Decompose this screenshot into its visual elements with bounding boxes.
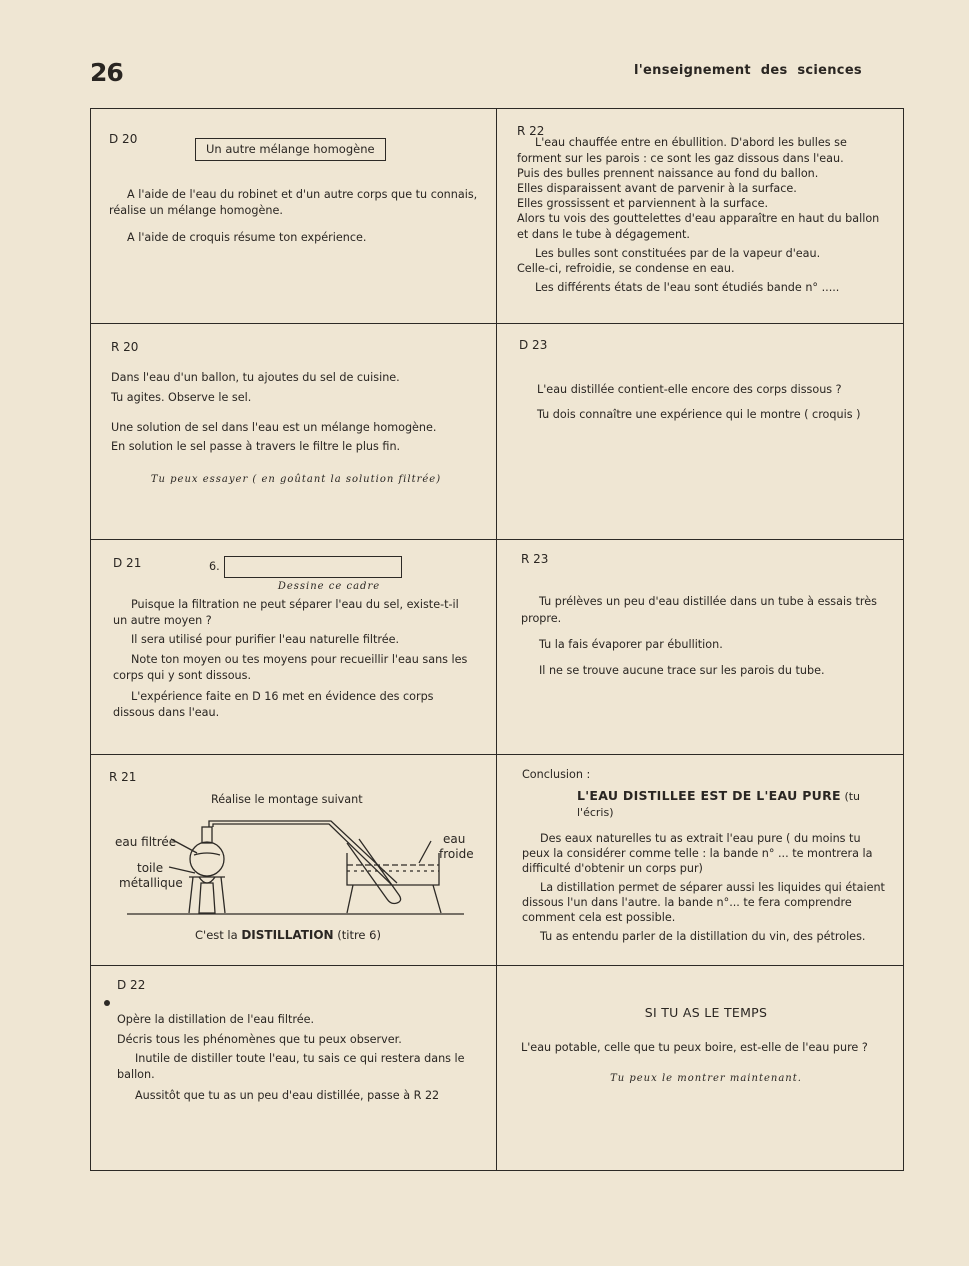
card-text: Inutile de distiller toute l'eau, tu sais ce qui restera dans le ballon. <box>117 1051 465 1082</box>
card-text: Elles disparaissent avant de parvenir à la surface. <box>517 182 797 196</box>
card-conclusion <box>522 767 890 945</box>
card-text: Il sera utilisé pour purifier l'eau naturelle filtrée. <box>131 633 400 647</box>
extra-title: SI TU AS LE TEMPS <box>644 1005 768 1020</box>
worksheet-grid <box>90 108 904 1171</box>
card-text: Note ton moyen ou tes moyens pour recueillir l'eau sans les corps qui y sont dissous. <box>113 652 468 682</box>
card-text: L'expérience faite en D 16 met en évidence des corps dissous dans l'eau. <box>113 690 434 720</box>
label-mesh-1: toile <box>137 861 164 875</box>
row-divider <box>91 323 903 324</box>
card-text: Tu agites. Observe le sel. <box>111 390 252 404</box>
card-note: Tu peux le montrer maintenant. <box>610 1073 802 1085</box>
running-title: l'enseignement des sciences <box>634 63 862 78</box>
card-code: D 23 <box>519 338 548 352</box>
box-caption: Dessine ce cadre <box>277 581 381 593</box>
card-text: L'eau potable, celle que tu peux boire, est-elle de l'eau pure ? <box>521 1041 868 1055</box>
card-r21 <box>109 769 489 959</box>
card-text: Les différents états de l'eau sont étudiés bande n° ..... <box>535 281 840 295</box>
column-divider <box>496 109 497 1170</box>
label-filtered-water: eau filtrée <box>115 835 177 849</box>
card-text: Réalise le montage suivant <box>211 793 363 807</box>
card-text: Une solution de sel dans l'eau est un mélange homogène. <box>111 420 437 434</box>
card-text: Aussitôt que tu as un peu d'eau distillée, passe à R 22 <box>135 1089 440 1103</box>
card-text: L'eau distillée contient-elle encore des corps dissous ? <box>537 383 842 397</box>
box-number: 6. <box>209 560 220 574</box>
distillation-apparatus-drawing <box>109 813 481 923</box>
card-d21 <box>113 555 475 722</box>
card-text: Des eaux naturelles tu as extrait l'eau pure ( du moins tu peux la considérer comme telle : la bande n° ... te montrera la difficulté d'obtenir un corps pur) <box>522 831 873 876</box>
card-r23 <box>521 551 887 679</box>
card-code: D 21 <box>113 556 142 570</box>
card-text: Décris tous les phénomènes que tu peux observer. <box>117 1032 402 1046</box>
card-text: Elles grossissent et parviennent à la surface. <box>517 197 769 211</box>
card-text: Dans l'eau d'un ballon, tu ajoutes du sel de cuisine. <box>111 371 400 385</box>
draw-frame <box>224 556 402 578</box>
card-title: Un autre mélange homogène <box>195 138 386 161</box>
card-text: Tu prélèves un peu d'eau distillée dans un tube à essais très propre. <box>521 595 877 625</box>
figure-caption: C'est la DISTILLATION (titre 6) <box>195 928 381 942</box>
card-r22 <box>517 123 885 296</box>
card-text: Puisque la filtration ne peut séparer l'eau du sel, existe-t-il un autre moyen ? <box>113 597 459 628</box>
ink-dot <box>104 1000 110 1006</box>
card-text: Celle-ci, refroidie, se condense en eau. <box>517 262 735 276</box>
label-mesh-2: métallique <box>119 876 183 890</box>
card-code: R 23 <box>521 552 549 566</box>
card-d22 <box>117 977 473 1105</box>
card-code: D 20 <box>109 132 138 146</box>
card-text: Opère la distillation de l'eau filtrée. <box>117 1013 315 1027</box>
card-text: Puis des bulles prennent naissance au fond du ballon. <box>517 166 819 180</box>
page-number: 26 <box>90 58 123 87</box>
card-text: La distillation permet de séparer aussi les liquides qui étaient dissous l'un dans l'autre. la bande n°... te fera comprendre comment cela est possible. <box>522 881 885 925</box>
card-note: Tu peux essayer ( en goûtant la solution filtrée) <box>150 474 442 486</box>
card-d23 <box>519 337 885 423</box>
card-code: R 22 <box>517 124 545 138</box>
card-text: En solution le sel passe à travers le filtre le plus fin. <box>111 440 401 454</box>
card-text: Tu la fais évaporer par ébullition. <box>539 637 723 651</box>
row-divider <box>91 965 903 966</box>
card-text: Tu dois connaître une expérience qui le montre ( croquis ) <box>537 407 861 421</box>
conclusion-title: L'EAU DISTILLEE EST DE L'EAU PURE (tu l'écris) <box>577 788 861 819</box>
label-cold-2: froide <box>439 847 474 861</box>
card-text: Il ne se trouve aucune trace sur les parois du tube. <box>539 664 825 678</box>
card-text: A l'aide de l'eau du robinet et d'un autre corps que tu connais, réalise un mélange homogène. <box>109 188 478 218</box>
card-extra <box>521 1004 891 1087</box>
card-text: Les bulles sont constituées par de la vapeur d'eau. <box>535 246 821 260</box>
row-divider <box>91 539 903 540</box>
label-cold-1: eau <box>443 832 466 846</box>
card-text: L'eau chauffée entre en ébullition. D'abord les bulles se forment sur les parois : ce sont les gaz dissous dans l'eau. <box>517 136 847 165</box>
card-code: R 21 <box>109 770 137 784</box>
conclusion-heading: Conclusion : <box>522 768 591 781</box>
card-d20 <box>109 131 479 246</box>
card-code: R 20 <box>111 340 139 354</box>
card-code: D 22 <box>117 978 146 992</box>
card-text: Alors tu vois des gouttelettes d'eau apparaître en haut du ballon et dans le tube à dégagement. <box>517 212 880 241</box>
card-text: A l'aide de croquis résume ton expérience. <box>127 230 367 244</box>
card-r20 <box>111 339 481 488</box>
card-text: Tu as entendu parler de la distillation du vin, des pétroles. <box>540 930 866 944</box>
row-divider <box>91 754 903 755</box>
